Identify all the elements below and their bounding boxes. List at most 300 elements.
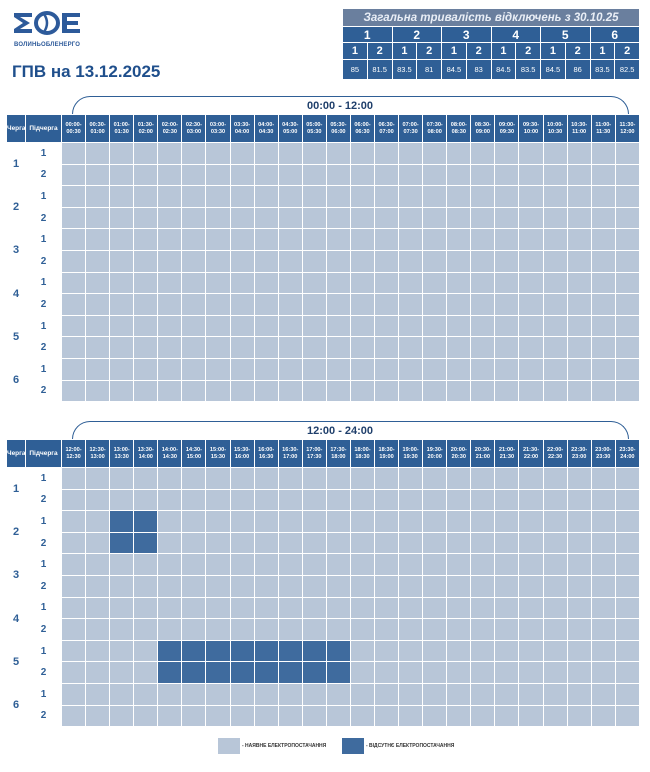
power-on-cell [519, 489, 543, 511]
subqueue-number: 2 [26, 164, 62, 186]
power-on-cell [543, 164, 567, 186]
power-on-cell [423, 358, 447, 380]
summary-group-header: 1 [343, 27, 393, 43]
power-on-cell [591, 662, 615, 684]
summary-duration-value: 81.5 [367, 60, 392, 80]
power-on-cell [375, 250, 399, 272]
time-slot-header: 06:30-07:00 [375, 115, 399, 143]
power-on-cell [350, 468, 374, 490]
power-on-cell [158, 597, 182, 619]
power-on-cell [543, 511, 567, 533]
power-on-cell [254, 164, 278, 186]
power-on-cell [447, 640, 471, 662]
power-on-cell [62, 705, 86, 727]
power-on-cell [423, 640, 447, 662]
power-on-cell [567, 186, 591, 208]
queue-number: 1 [7, 468, 26, 511]
schedule-row [7, 705, 640, 727]
power-on-cell [62, 229, 86, 251]
power-on-cell [375, 532, 399, 554]
power-on-cell [399, 489, 423, 511]
power-on-cell [278, 380, 302, 402]
power-on-cell [350, 705, 374, 727]
summary-duration-value: 83.5 [516, 60, 541, 80]
power-on-cell [519, 640, 543, 662]
time-slot-header: 15:30-16:00 [230, 440, 254, 468]
time-slot-header: 18:00-18:30 [350, 440, 374, 468]
page-title: ГПВ на 13.12.2025 [12, 62, 161, 81]
power-on-cell [495, 207, 519, 229]
time-slot-header: 12:30-13:00 [86, 440, 110, 468]
time-slot-header: 11:30-12:00 [615, 115, 639, 143]
power-on-cell [543, 489, 567, 511]
power-on-cell [134, 619, 158, 641]
power-on-cell [350, 186, 374, 208]
power-on-cell [399, 143, 423, 165]
power-on-cell [302, 207, 326, 229]
time-slot-header: 02:00-02:30 [158, 115, 182, 143]
power-on-cell [206, 380, 230, 402]
time-slot-header: 08:00-08:30 [447, 115, 471, 143]
power-on-cell [495, 315, 519, 337]
summary-subgroup-header: 2 [367, 43, 392, 60]
power-on-cell [86, 597, 110, 619]
power-on-cell [423, 489, 447, 511]
power-on-cell [495, 554, 519, 576]
power-on-cell [375, 511, 399, 533]
outage-cell [326, 662, 350, 684]
power-on-cell [495, 337, 519, 359]
power-on-cell [423, 554, 447, 576]
block-am-label: 00:00 - 12:00 [307, 100, 374, 112]
power-on-cell [134, 554, 158, 576]
power-on-cell [471, 207, 495, 229]
power-on-cell [206, 511, 230, 533]
power-on-cell [615, 575, 639, 597]
power-on-cell [302, 229, 326, 251]
subqueue-number: 1 [26, 229, 62, 251]
power-on-cell [543, 143, 567, 165]
power-on-cell [302, 250, 326, 272]
col-header-subqueue: Підчерга [26, 440, 62, 468]
power-on-cell [567, 575, 591, 597]
power-on-cell [86, 164, 110, 186]
power-on-cell [447, 229, 471, 251]
time-slot-header: 19:30-20:00 [423, 440, 447, 468]
power-on-cell [399, 207, 423, 229]
power-on-cell [471, 705, 495, 727]
power-on-cell [134, 705, 158, 727]
power-on-cell [230, 143, 254, 165]
power-on-cell [591, 511, 615, 533]
summary-subgroup-header: 1 [491, 43, 516, 60]
power-on-cell [567, 294, 591, 316]
zoe-logo-mark [12, 10, 82, 36]
power-on-cell [86, 229, 110, 251]
power-on-cell [110, 207, 134, 229]
power-on-cell [447, 380, 471, 402]
schedule-row [7, 358, 640, 380]
power-on-cell [158, 489, 182, 511]
power-on-cell [302, 683, 326, 705]
power-on-cell [86, 143, 110, 165]
power-on-cell [567, 315, 591, 337]
power-on-cell [591, 597, 615, 619]
power-on-cell [567, 662, 591, 684]
power-on-cell [302, 272, 326, 294]
time-slot-header: 18:30-19:00 [375, 440, 399, 468]
time-slot-header: 15:00-15:30 [206, 440, 230, 468]
subqueue-number: 1 [26, 143, 62, 165]
power-on-cell [278, 705, 302, 727]
power-on-cell [62, 207, 86, 229]
power-on-cell [375, 186, 399, 208]
power-on-cell [615, 662, 639, 684]
schedule-row [7, 575, 640, 597]
power-on-cell [278, 143, 302, 165]
power-on-cell [447, 597, 471, 619]
time-slot-header: 14:00-14:30 [158, 440, 182, 468]
summary-group-header: 3 [442, 27, 492, 43]
power-on-cell [158, 207, 182, 229]
power-on-cell [278, 229, 302, 251]
power-on-cell [110, 186, 134, 208]
time-slot-header: 06:00-06:30 [350, 115, 374, 143]
power-on-cell [134, 380, 158, 402]
power-on-cell [206, 143, 230, 165]
power-on-cell [134, 337, 158, 359]
power-on-cell [543, 358, 567, 380]
power-on-cell [519, 532, 543, 554]
power-on-cell [495, 575, 519, 597]
power-on-cell [254, 143, 278, 165]
power-on-cell [495, 358, 519, 380]
power-on-cell [423, 315, 447, 337]
power-on-cell [206, 683, 230, 705]
power-on-cell [447, 207, 471, 229]
power-on-cell [278, 532, 302, 554]
power-on-cell [567, 380, 591, 402]
power-on-cell [230, 164, 254, 186]
subqueue-number: 2 [26, 619, 62, 641]
queue-number: 5 [7, 315, 26, 358]
power-on-cell [543, 575, 567, 597]
schedule-row [7, 683, 640, 705]
power-on-cell [254, 229, 278, 251]
power-on-cell [471, 554, 495, 576]
time-slot-header: 02:30-03:00 [182, 115, 206, 143]
power-on-cell [302, 294, 326, 316]
queue-number: 3 [7, 554, 26, 597]
power-on-cell [471, 229, 495, 251]
power-on-cell [278, 164, 302, 186]
power-on-cell [158, 164, 182, 186]
power-on-cell [326, 207, 350, 229]
power-on-cell [375, 705, 399, 727]
power-on-cell [567, 272, 591, 294]
power-on-cell [519, 272, 543, 294]
power-on-cell [350, 164, 374, 186]
power-on-cell [350, 229, 374, 251]
schedule-row [7, 164, 640, 186]
power-on-cell [615, 143, 639, 165]
power-on-cell [230, 511, 254, 533]
power-on-cell [230, 358, 254, 380]
time-slot-header: 01:00-01:30 [110, 115, 134, 143]
power-on-cell [182, 164, 206, 186]
power-on-cell [230, 554, 254, 576]
power-on-cell [206, 575, 230, 597]
power-on-cell [399, 229, 423, 251]
power-on-cell [615, 315, 639, 337]
power-on-cell [86, 250, 110, 272]
queue-number: 3 [7, 229, 26, 272]
power-on-cell [399, 358, 423, 380]
power-on-cell [447, 337, 471, 359]
power-on-cell [447, 294, 471, 316]
power-on-cell [110, 619, 134, 641]
power-on-cell [615, 489, 639, 511]
power-on-cell [230, 272, 254, 294]
power-on-cell [519, 315, 543, 337]
power-on-cell [278, 619, 302, 641]
power-on-cell [519, 662, 543, 684]
power-on-cell [86, 315, 110, 337]
power-on-cell [519, 207, 543, 229]
power-on-cell [302, 554, 326, 576]
power-on-cell [543, 250, 567, 272]
subqueue-number: 2 [26, 705, 62, 727]
power-on-cell [350, 640, 374, 662]
schedule-row [7, 511, 640, 533]
power-on-cell [543, 207, 567, 229]
power-on-cell [326, 272, 350, 294]
power-on-cell [495, 229, 519, 251]
power-on-cell [567, 250, 591, 272]
power-on-cell [86, 468, 110, 490]
power-on-cell [110, 250, 134, 272]
power-on-cell [326, 358, 350, 380]
schedule-row [7, 619, 640, 641]
col-header-subqueue: Підчерга [26, 115, 62, 143]
power-on-cell [615, 186, 639, 208]
power-on-cell [110, 380, 134, 402]
power-on-cell [182, 207, 206, 229]
power-on-cell [591, 294, 615, 316]
power-on-cell [399, 619, 423, 641]
time-slot-header: 22:30-23:00 [567, 440, 591, 468]
power-on-cell [399, 575, 423, 597]
power-on-cell [158, 380, 182, 402]
legend-off-label: - ВІДСУТНЄ ЕЛЕКТРОПОСТАЧАННЯ [366, 743, 455, 749]
power-on-cell [206, 554, 230, 576]
power-on-cell [326, 294, 350, 316]
subqueue-number: 1 [26, 468, 62, 490]
power-on-cell [326, 575, 350, 597]
power-on-cell [519, 619, 543, 641]
power-on-cell [399, 337, 423, 359]
power-on-cell [350, 554, 374, 576]
power-on-cell [110, 468, 134, 490]
subqueue-number: 1 [26, 640, 62, 662]
power-on-cell [471, 468, 495, 490]
power-on-cell [447, 705, 471, 727]
queue-number: 6 [7, 683, 26, 726]
power-on-cell [230, 294, 254, 316]
power-on-cell [423, 532, 447, 554]
schedule-row [7, 207, 640, 229]
block-pm-label: 12:00 - 24:00 [307, 425, 374, 437]
summary-subgroup-header: 1 [590, 43, 615, 60]
company-logo [12, 10, 82, 50]
subqueue-number: 2 [26, 294, 62, 316]
power-on-cell [375, 683, 399, 705]
power-on-cell [543, 315, 567, 337]
power-on-cell [447, 489, 471, 511]
power-on-cell [375, 207, 399, 229]
power-on-cell [447, 683, 471, 705]
power-on-cell [326, 511, 350, 533]
time-slot-header: 20:00-20:30 [447, 440, 471, 468]
power-on-cell [495, 640, 519, 662]
outage-cell [182, 640, 206, 662]
power-on-cell [62, 575, 86, 597]
schedule-row [7, 380, 640, 402]
power-on-cell [350, 337, 374, 359]
power-on-cell [230, 489, 254, 511]
subqueue-number: 1 [26, 315, 62, 337]
power-on-cell [278, 575, 302, 597]
outage-cell [110, 511, 134, 533]
time-slot-header: 11:00-11:30 [591, 115, 615, 143]
power-on-cell [278, 554, 302, 576]
queue-number: 5 [7, 640, 26, 683]
power-on-cell [615, 337, 639, 359]
power-on-cell [423, 186, 447, 208]
power-on-cell [519, 554, 543, 576]
power-on-cell [423, 575, 447, 597]
power-on-cell [350, 662, 374, 684]
time-slot-header: 21:00-21:30 [495, 440, 519, 468]
outage-cell [302, 640, 326, 662]
power-on-cell [471, 143, 495, 165]
power-on-cell [326, 164, 350, 186]
power-on-cell [375, 597, 399, 619]
power-on-cell [182, 597, 206, 619]
power-on-cell [519, 380, 543, 402]
power-on-cell [326, 705, 350, 727]
power-on-cell [326, 554, 350, 576]
power-on-cell [254, 705, 278, 727]
power-on-cell [447, 164, 471, 186]
power-on-cell [615, 683, 639, 705]
power-on-cell [375, 272, 399, 294]
power-on-cell [591, 207, 615, 229]
power-on-cell [230, 575, 254, 597]
power-on-cell [423, 468, 447, 490]
power-on-cell [326, 619, 350, 641]
power-on-cell [591, 575, 615, 597]
power-on-cell [567, 489, 591, 511]
power-on-cell [110, 554, 134, 576]
power-on-cell [447, 315, 471, 337]
power-on-cell [543, 619, 567, 641]
power-on-cell [399, 164, 423, 186]
power-on-cell [302, 619, 326, 641]
time-slot-header: 10:00-10:30 [543, 115, 567, 143]
power-on-cell [447, 358, 471, 380]
power-on-cell [543, 705, 567, 727]
power-on-cell [206, 532, 230, 554]
power-on-cell [62, 294, 86, 316]
summary-duration-value: 81 [417, 60, 442, 80]
power-on-cell [230, 705, 254, 727]
legend-on-label: - НАЯВНЕ ЕЛЕКТРОПОСТАЧАННЯ [242, 743, 327, 749]
power-on-cell [254, 468, 278, 490]
power-on-cell [182, 619, 206, 641]
power-on-cell [543, 186, 567, 208]
power-on-cell [350, 380, 374, 402]
power-on-cell [471, 164, 495, 186]
power-on-cell [206, 207, 230, 229]
power-on-cell [615, 294, 639, 316]
subqueue-number: 2 [26, 575, 62, 597]
power-on-cell [326, 532, 350, 554]
schedule-row [7, 229, 640, 251]
power-on-cell [182, 380, 206, 402]
power-on-cell [230, 532, 254, 554]
power-on-cell [615, 380, 639, 402]
power-on-cell [447, 250, 471, 272]
schedule-row [7, 250, 640, 272]
power-on-cell [62, 143, 86, 165]
time-slot-header: 04:00-04:30 [254, 115, 278, 143]
time-slot-header: 00:30-01:00 [86, 115, 110, 143]
power-on-cell [134, 207, 158, 229]
power-on-cell [350, 315, 374, 337]
power-on-cell [350, 143, 374, 165]
power-on-cell [591, 337, 615, 359]
power-on-cell [158, 511, 182, 533]
outage-cell [278, 640, 302, 662]
schedule-row [7, 468, 640, 490]
power-on-cell [326, 186, 350, 208]
power-on-cell [399, 380, 423, 402]
power-on-cell [375, 554, 399, 576]
power-on-cell [206, 229, 230, 251]
power-on-cell [62, 164, 86, 186]
power-on-cell [471, 511, 495, 533]
power-on-cell [302, 597, 326, 619]
subqueue-number: 1 [26, 272, 62, 294]
power-on-cell [158, 705, 182, 727]
power-on-cell [591, 468, 615, 490]
power-on-cell [519, 186, 543, 208]
power-on-cell [495, 597, 519, 619]
power-on-cell [471, 575, 495, 597]
power-on-cell [350, 575, 374, 597]
power-on-cell [302, 705, 326, 727]
time-slot-header: 22:00-22:30 [543, 440, 567, 468]
power-on-cell [567, 229, 591, 251]
power-on-cell [519, 143, 543, 165]
power-on-cell [62, 597, 86, 619]
time-slot-header: 07:30-08:00 [423, 115, 447, 143]
power-on-cell [399, 532, 423, 554]
power-on-cell [230, 186, 254, 208]
power-on-cell [158, 272, 182, 294]
summary-duration-value: 82.5 [615, 60, 640, 80]
